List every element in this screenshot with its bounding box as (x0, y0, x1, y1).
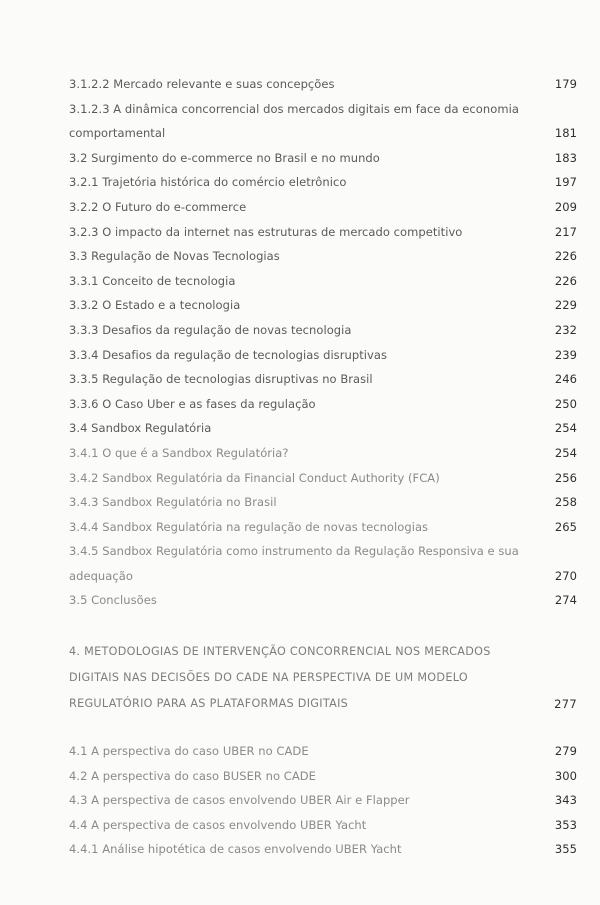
toc-entry-title: 3.3.5 Regulação de tecnologias disruptivas no Brasil (69, 372, 373, 387)
toc-entry-page: 353 (554, 817, 577, 832)
toc-entry-title: 3.1.2.2 Mercado relevante e suas concepções (69, 77, 335, 91)
toc-entry-page: 256 (554, 470, 577, 485)
toc-entry-page: 232 (554, 322, 577, 337)
toc-entry (69, 588, 577, 613)
toc-entry (69, 97, 577, 146)
toc-entry-page: 226 (554, 249, 577, 264)
toc-entry-title: 3.2.2 O Futuro do e-commerce (69, 199, 247, 214)
toc-entry (69, 837, 577, 862)
toc-entry-title: 3.4.5 Sandbox Regulatória como instrumento da Regulação Responsiva e sua adequação (69, 544, 519, 583)
toc-entry-title: 3.4.4 Sandbox Regulatória na regulação de novas tecnologias (69, 519, 429, 534)
toc-entry (69, 813, 577, 838)
toc-entry-title: 4.4.1 Análise hipotética de casos envolvendo UBER Yacht (69, 842, 402, 857)
toc-chapter-page: 277 (554, 697, 577, 712)
toc-entry-page: 254 (554, 421, 577, 436)
toc-entry (69, 293, 577, 318)
toc-entry (69, 539, 577, 588)
toc-entry-title: 3.4 Sandbox Regulatória (69, 421, 212, 436)
toc-entry (69, 416, 577, 441)
toc-entry (69, 318, 577, 343)
toc-entry-title: 3.3.4 Desafios da regulação de tecnologias disruptivas (69, 347, 387, 362)
toc-entry-page: 217 (554, 224, 577, 239)
toc-entry-page: 246 (554, 372, 577, 387)
toc-entry-page: 250 (554, 396, 577, 411)
toc-entry (69, 367, 577, 392)
toc-entry-page: 300 (554, 768, 577, 783)
toc-chapter-heading (69, 639, 577, 717)
toc-entry (69, 72, 577, 97)
toc-entry-page: 179 (554, 77, 577, 91)
toc-entry-title: 3.4.1 O que é a Sandbox Regulatória? (69, 445, 289, 460)
toc-entry (69, 195, 577, 220)
toc-entry-page: 274 (554, 593, 577, 608)
toc-entry (69, 244, 577, 269)
toc-entry (69, 392, 577, 417)
toc-entry-title: 3.2.1 Trajetória histórica do comércio eletrônico (69, 175, 347, 190)
toc-entry-page: 197 (554, 175, 577, 190)
toc-entry (69, 220, 577, 245)
toc-entry-page: 209 (554, 199, 577, 214)
toc-entry-title: 3.3 Regulação de Novas Tecnologias (69, 249, 280, 264)
toc-entry-title: 3.5 Conclusões (69, 593, 157, 608)
toc-entry-title: 4.4 A perspectiva de casos envolvendo UBER Yacht (69, 817, 367, 832)
toc-entry-title: 4.3 A perspectiva de casos envolvendo UBER Air e Flapper (69, 793, 410, 808)
toc-chapter-4-entries (69, 739, 577, 862)
toc-entry-page: 279 (554, 744, 577, 759)
toc-entry-page: 343 (554, 793, 577, 808)
toc-entry-title: 3.1.2.3 A dinâmica concorrencial dos mercados digitais em face da economia comportamental (69, 101, 519, 141)
toc-entry-title: 3.4.2 Sandbox Regulatória da Financial Conduct Authority (FCA) (69, 470, 440, 485)
toc-entry (69, 788, 577, 813)
toc-entry-page: 239 (554, 347, 577, 362)
toc-entry-title: 4.2 A perspectiva do caso BUSER no CADE (69, 768, 316, 783)
toc-entry (69, 466, 577, 491)
toc-entry-page: 254 (554, 445, 577, 460)
toc-entry (69, 343, 577, 368)
toc-entry (69, 269, 577, 294)
toc-entry-title: 3.3.2 O Estado e a tecnologia (69, 298, 241, 313)
toc-entry-title: 3.2 Surgimento do e-commerce no Brasil e no mundo (69, 150, 380, 165)
toc-entry-page: 181 (554, 126, 577, 141)
toc-entry-title: 3.3.6 O Caso Uber e as fases da regulação (69, 396, 316, 411)
toc-entry-title: 3.3.3 Desafios da regulação de novas tecnologia (69, 322, 352, 337)
toc-entry (69, 490, 577, 515)
toc-chapter-title: 4. METODOLOGIAS DE INTERVENÇÃO CONCORRENCIAL NOS MERCADOS DIGITAIS NAS DECISÕES DO CADE NA PERSPECTIVA DE UM MODELO REGULATÓRIO PARA AS PLATAFORMAS DIGITAIS (69, 645, 491, 711)
toc-entry (69, 739, 577, 764)
toc-entry-title: 3.2.3 O impacto da internet nas estruturas de mercado competitivo (69, 224, 463, 239)
toc-entry (69, 170, 577, 195)
toc-entry-page: 229 (554, 298, 577, 313)
toc-entry (69, 515, 577, 540)
toc-entry-page: 355 (554, 842, 577, 857)
toc-entry-title: 4.1 A perspectiva do caso UBER no CADE (69, 744, 309, 759)
toc-entry-page: 270 (554, 568, 577, 583)
toc-entry-page: 226 (554, 273, 577, 288)
table-of-contents (69, 72, 577, 862)
toc-entry-title: 3.3.1 Conceito de tecnologia (69, 273, 236, 288)
toc-entry-page: 183 (554, 150, 577, 165)
toc-entry-page: 265 (554, 519, 577, 534)
toc-entry (69, 764, 577, 789)
toc-entry (69, 441, 577, 466)
toc-entry (69, 146, 577, 171)
toc-entry-title: 3.4.3 Sandbox Regulatória no Brasil (69, 495, 277, 510)
toc-entry-page: 258 (554, 495, 577, 510)
